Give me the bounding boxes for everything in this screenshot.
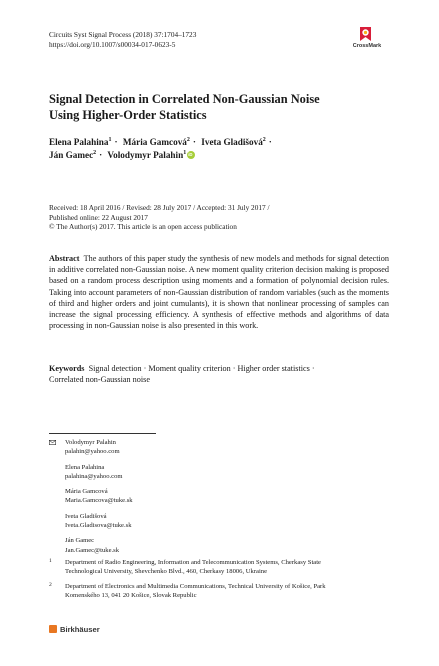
dates-received: Received: 18 April 2016 / Revised: 28 July 2017 / Accepted: 31 July 2017 / bbox=[49, 203, 270, 212]
author-name[interactable]: Elena Palahina bbox=[49, 137, 109, 147]
author-separator: · bbox=[192, 137, 196, 147]
birkhauser-logo-icon bbox=[49, 625, 57, 633]
contact-entry bbox=[49, 487, 249, 506]
authors-line-1 bbox=[49, 136, 409, 149]
abstract-label: Abstract bbox=[49, 254, 80, 263]
author-affil-sup: 2 bbox=[262, 137, 266, 143]
contact-list bbox=[49, 438, 249, 561]
author-affil-sup: 2 bbox=[93, 150, 97, 157]
publication-dates bbox=[49, 203, 409, 232]
publisher-logo bbox=[49, 625, 100, 634]
crossmark-icon bbox=[359, 27, 372, 42]
author-name[interactable]: Volodymyr Palahin bbox=[107, 150, 184, 161]
contact-email[interactable]: Maria.Gamcova@tuke.sk bbox=[65, 497, 133, 505]
envelope-icon bbox=[49, 440, 56, 445]
contact-name: Elena Palahina bbox=[65, 463, 105, 471]
contact-email[interactable]: Jan.Gamec@tuke.sk bbox=[65, 546, 120, 554]
affiliation-entry bbox=[49, 558, 389, 577]
keywords bbox=[49, 363, 389, 385]
author-affil-sup: 1 bbox=[183, 150, 187, 157]
author-name[interactable]: Mária Gamcová bbox=[122, 137, 187, 147]
crossmark-badge[interactable] bbox=[345, 27, 389, 53]
dates-published: Published online: 22 August 2017 bbox=[49, 212, 148, 222]
author-list bbox=[49, 136, 409, 163]
author-separator: · bbox=[268, 137, 272, 147]
contact-name: Ján Gamec bbox=[65, 537, 95, 545]
affiliation-number: 2 bbox=[49, 581, 52, 588]
affiliation-line: Department of Radio Engineering, Information and Telecommunication Systems, Cherkasy State bbox=[65, 559, 321, 566]
author-name[interactable]: Iveta Gladišová bbox=[201, 137, 263, 147]
authors-line-2 bbox=[49, 149, 409, 162]
contact-entry bbox=[49, 536, 249, 555]
contact-name: Volodymyr Palahin bbox=[65, 439, 116, 446]
copyright-notice: © The Author(s) 2017. This article is an open access publication bbox=[49, 222, 237, 232]
paper-title bbox=[49, 92, 409, 123]
keywords-label: Keywords bbox=[49, 364, 85, 373]
affiliation-list bbox=[49, 558, 389, 605]
journal-citation: Circuits Syst Signal Process (2018) 37:1704–1723 bbox=[49, 30, 197, 39]
author-separator: · bbox=[114, 137, 118, 147]
contact-name: Iveta Gladišová bbox=[65, 512, 107, 520]
journal-header bbox=[49, 30, 196, 49]
author-affil-sup: 1 bbox=[108, 137, 112, 143]
footnote-divider bbox=[49, 433, 156, 434]
contact-entry bbox=[49, 463, 249, 482]
affiliation-entry bbox=[49, 582, 389, 601]
crossmark-label: CrossMark bbox=[352, 43, 382, 49]
doi-link[interactable]: https://doi.org/10.1007/s00034-017-0623-5 bbox=[49, 39, 176, 49]
title-line-2: Using Higher-Order Statistics bbox=[49, 107, 207, 122]
contact-email[interactable]: palahina@yahoo.com bbox=[65, 472, 123, 480]
affiliation-line: Technological University, Shevchenko Blvd., 460, Cherkasy 18006, Ukraine bbox=[65, 568, 268, 576]
affiliation-line: Komenského 13, 041 20 Košice, Slovak Republic bbox=[65, 591, 197, 599]
keywords-line-2: Correlated non-Gaussian noise bbox=[49, 375, 150, 385]
abstract bbox=[49, 253, 389, 331]
contact-email[interactable]: palahin@yahoo.com bbox=[65, 448, 120, 456]
author-name[interactable]: Ján Gamec bbox=[49, 150, 94, 161]
publisher-name: Birkhäuser bbox=[60, 625, 100, 634]
author-affil-sup: 2 bbox=[186, 137, 190, 143]
contact-name: Mária Gamcová bbox=[65, 488, 108, 496]
orcid-icon[interactable] bbox=[187, 151, 195, 159]
affiliation-line: Department of Electronics and Multimedia Communications, Technical University of Košice, Park bbox=[65, 582, 326, 590]
keywords-line-1: Signal detection · Moment quality criterion · Higher order statistics · bbox=[88, 364, 315, 373]
contact-email[interactable]: Iveta.Gladisova@tuke.sk bbox=[65, 522, 132, 530]
affiliation-number: 1 bbox=[49, 558, 52, 564]
contact-entry bbox=[49, 438, 249, 457]
author-separator: · bbox=[99, 150, 103, 161]
abstract-text: The authors of this paper study the synthesis of new models and methods for signal detection in additive correlated non-Gaussian noise. A new moment quality criterion decision making is proposed based on a random process description using moments and a formation of polynomial decision rules. Taking into account parameters of non-Gaussian distribution of random variables (such as the moments of third and higher orders and joint cumulants), it is shown that nonlinear processing of samples can increase the signal processing efficiency. A synthesis of effective methods and algorithms of data processing in non-Gaussian noise is also presented in this work. bbox=[49, 254, 389, 331]
title-line-1: Signal Detection in Correlated Non-Gaussian Noise bbox=[49, 92, 320, 106]
contact-entry bbox=[49, 512, 249, 531]
